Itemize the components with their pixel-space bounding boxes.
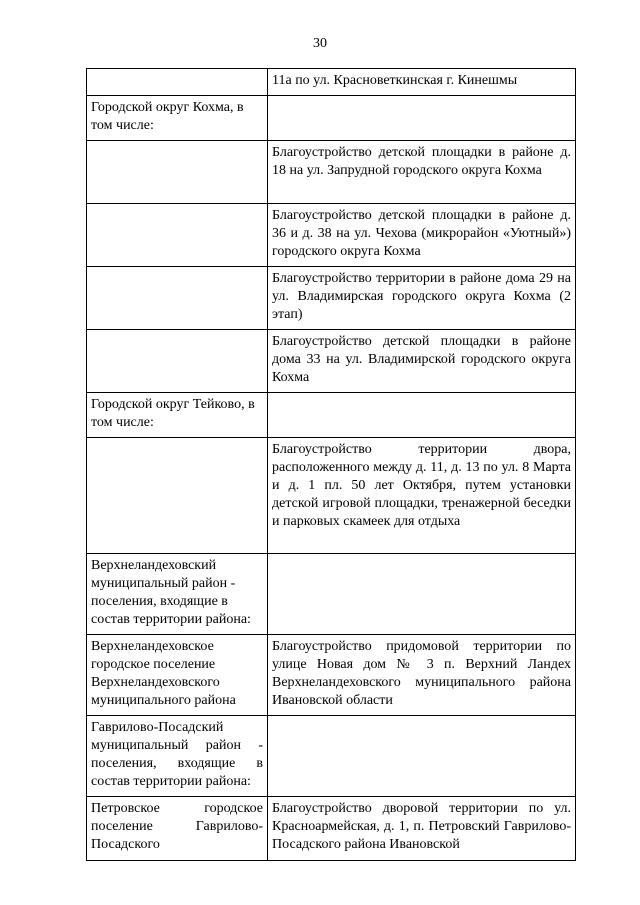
table-row	[87, 330, 576, 393]
table-cell-right: 11а по ул. Красноветкинская г. Кинешмы	[268, 69, 576, 96]
table-cell-left: Верхнеландеховский муниципальный район - поселения, входящие в состав территории района:	[87, 554, 268, 635]
table-cell-right: Благоустройство территории в районе дома 29 на ул. Владимирская городского округа Кохма (2 этап)	[268, 267, 576, 330]
page-number: 30	[313, 36, 327, 51]
table-row	[87, 393, 576, 438]
table-cell-right: Благоустройство детской площадки в районе д. 36 и д. 38 на ул. Чехова (микрорайон «Уютный») городского округа Кохма	[268, 204, 576, 267]
table-cell-left	[87, 204, 268, 267]
table-cell-left: Верхнеландеховское городское поселение Верхнеландеховского муниципального района	[87, 635, 268, 716]
table-row	[87, 635, 576, 716]
table-cell-left: Гаврилово-Посадский муниципальный район - поселения, входящие в состав территории района:	[87, 716, 268, 797]
table-cell-right: Благоустройство детской площадки в районе дома 33 на ул. Владимирской городского округа Кохма	[268, 330, 576, 393]
table-row	[87, 554, 576, 635]
table-cell-right: Благоустройство детской площадки в районе д. 18 на ул. Запрудной городского округа Кохма	[268, 141, 576, 204]
table-row	[87, 141, 576, 204]
table-cell-right	[268, 96, 576, 141]
table-cell-right: Благоустройство дворовой территории по ул. Красноармейская, д. 1, п. Петровский Гаврилово-Посадского района Ивановской	[268, 797, 576, 861]
table-cell-right: Благоустройство придомовой территории по улице Новая дом № 3 п. Верхний Ландех Верхнеландеховского муниципального района Ивановской области	[268, 635, 576, 716]
table-cell-left	[87, 330, 268, 393]
table-row	[87, 96, 576, 141]
table-cell-left	[87, 141, 268, 204]
table-cell-right	[268, 554, 576, 635]
table-cell-left	[87, 267, 268, 330]
table-row	[87, 204, 576, 267]
table-cell-left: Городской округ Кохма, в том числе:	[87, 96, 268, 141]
document-table	[86, 68, 576, 861]
table-cell-right	[268, 393, 576, 438]
table-cell-left: Петровское городское поселение Гаврилово-Посадского	[87, 797, 268, 861]
table-row	[87, 69, 576, 96]
table-cell-right: Благоустройство территории двора, расположенного между д. 11, д. 13 по ул. 8 Марта и д. 1 пл. 50 лет Октября, путем установки детской игровой площадки, тренажерной беседки и парковых скамеек для отдыха	[268, 438, 576, 554]
table-cell-left: Городской округ Тейково, в том числе:	[87, 393, 268, 438]
table-row	[87, 716, 576, 797]
table-row	[87, 797, 576, 861]
table-row	[87, 438, 576, 554]
table-cell-left	[87, 69, 268, 96]
table-row	[87, 267, 576, 330]
table-cell-left	[87, 438, 268, 554]
table-cell-right	[268, 716, 576, 797]
